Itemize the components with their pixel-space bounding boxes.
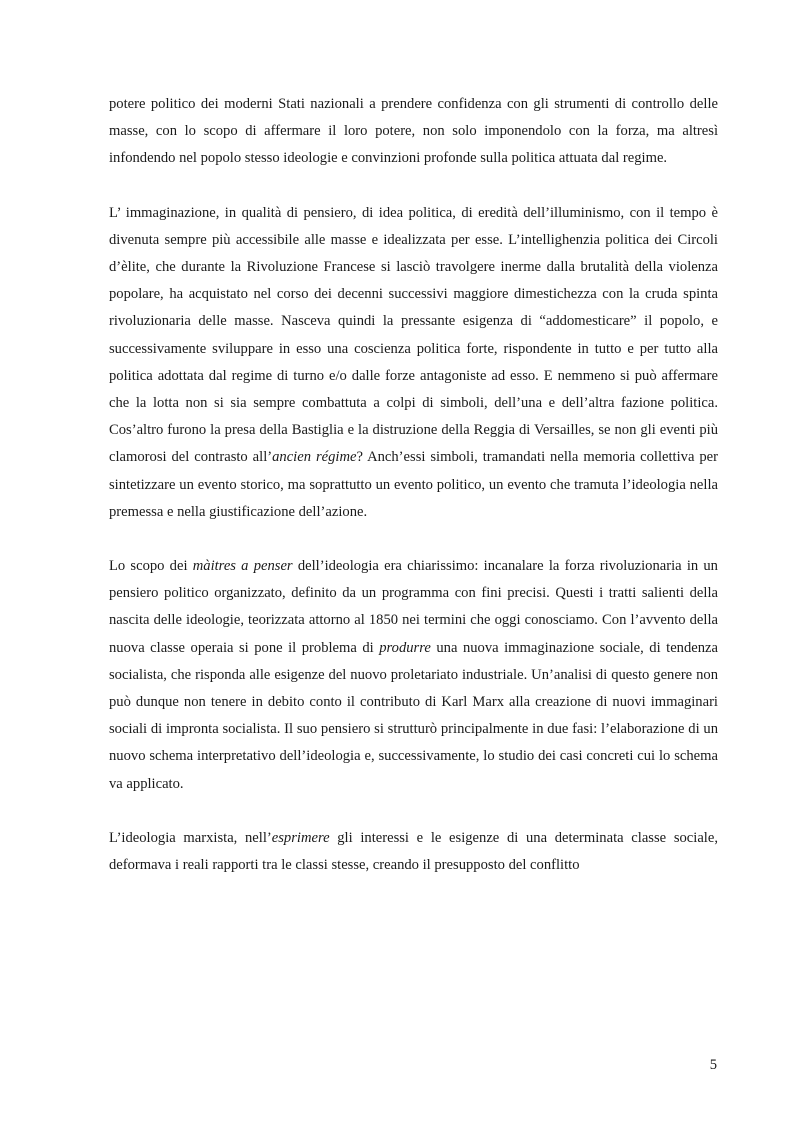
paragraph-2-text-b: ? Anch’essi simboli, tramandati nella memoria collettiva per sintetizzare un evento storico, ma soprattutto un evento politico, un evento che tramuta l’ideologia nella premessa e nella giustificazione dell’azione.: [109, 449, 719, 520]
paragraph-2-italic-ancien-regime: ancien régime: [272, 449, 357, 466]
paragraph-3-text-c: una nuova immaginazione sociale, di tendenza socialista, che risponda alle esigenze del nuovo proletariato industriale. Un’analisi di questo genere non può dunque non tenere in debito conto il contributo di Karl Marx alla creazione di nuovi immaginari sociali di impronta socialista. Il suo pensiero si strutturò principalmente in due fasi: l’elaborazione di un nuovo schema interpretativo dell’ideologia e, successivamente, lo studio dei casi concreti cui lo schema va applicato.: [109, 639, 719, 792]
paragraph-3-italic-maitres-a-penser: màitres a penser: [192, 558, 293, 575]
paragraph-4-italic-esprimere: esprimere: [271, 829, 330, 846]
paragraph-3-italic-produrre: produrre: [379, 639, 431, 656]
paragraph-1: [109, 91, 718, 173]
paragraph-3-text-b: dell’ideologia era chiarissimo: incanalare la forza rivoluzionaria in un pensiero politico organizzato, definito da un programma con fini precisi. Questi i tratti salienti della nascita delle ideologie, teorizzata attorno al 1850 nei termini che oggi conosciamo. Con l’avvento della nuova classe operaia si pone il problema di: [109, 558, 718, 656]
page-number: 5: [709, 1057, 717, 1073]
paragraph-3: [109, 553, 718, 798]
paragraph-2-text-a: L’ immaginazione, in qualità di pensiero, di idea politica, di eredità dell’illuminismo, con il tempo è divenuta sempre più accessibile alle masse e idealizzata per esse. L’intellighenzia politica dei Circoli d’èlite, che durante la Rivoluzione Francese si lasciò travolgere inerme dalla brutalità della violenza popolare, ha acquistato nel corso dei decenni successivi maggiore dimestichezza con la cruda spinta rivoluzionaria delle masse. Nasceva quindi la pressante esigenza di “addomesticare” il popolo, e successivamente sviluppare in esso una coscienza politica forte, rispondente in tutto e per tutto alla politica adottata dal regime di turno e/o dalle forze antagoniste ad esso. E nemmeno si può affermare che la lotta non si sia sempre combattuta a colpi di simboli, dell’una e dell’altra fazione politica. Cos’altro furono la presa della Bastiglia e la distruzione della Reggia di Versailles, se non gli eventi più clamorosi del contrasto all’: [109, 204, 718, 466]
paragraph-3-text-a: Lo scopo dei: [109, 558, 193, 575]
paragraph-4: [109, 825, 718, 879]
paragraph-1-text: potere politico dei moderni Stati nazionali a prendere confidenza con gli strumenti di controllo delle masse, con lo scopo di affermare il loro potere, non solo imponendolo con la forza, ma altresì infondendo nel popolo stesso ideologie e convinzioni profonde sulla politica attuata dal regime.: [109, 96, 718, 167]
paragraph-2: [109, 200, 718, 526]
paragraph-4-text-b: gli interessi e le esigenze di una determinata classe sociale, deformava i reali rapporti tra le classi stesse, creando il presupposto del conflitto: [109, 829, 718, 874]
body-text: [109, 91, 718, 879]
paragraph-4-text-a: L’ideologia marxista, nell’: [109, 829, 272, 846]
